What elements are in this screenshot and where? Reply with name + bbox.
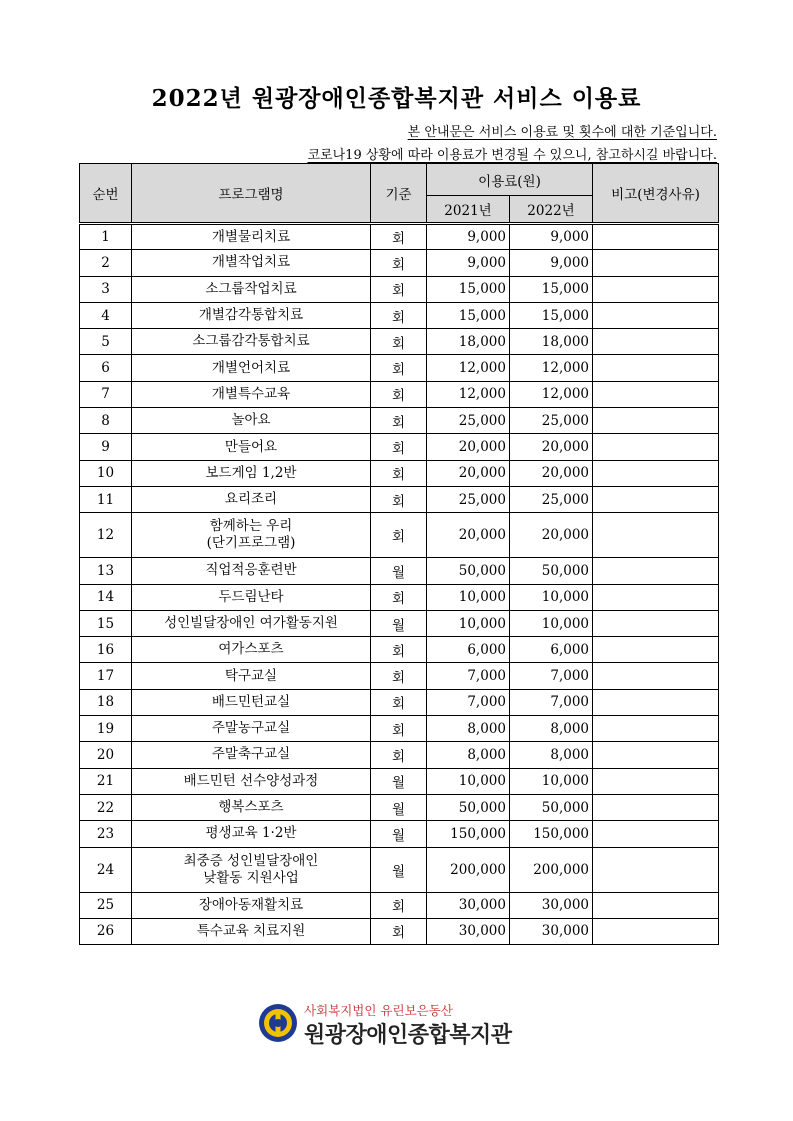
remark [593,434,719,460]
program-name: 소그룹작업치료 [132,276,371,302]
remark [593,302,719,328]
fee-2021: 20,000 [427,460,510,486]
remark [593,584,719,610]
row-number: 11 [80,486,132,512]
row-number: 6 [80,355,132,381]
fee-basis: 월 [371,610,427,636]
remark [593,329,719,355]
fee-2022: 9,000 [510,224,593,250]
fee-basis: 회 [371,716,427,742]
table-row [80,224,719,250]
fee-2022: 150,000 [510,821,593,847]
row-number: 3 [80,276,132,302]
fee-basis: 회 [371,276,427,302]
fee-2021: 9,000 [427,224,510,250]
row-number: 16 [80,637,132,663]
program-name: 장애아동재활치료 [132,892,371,918]
fee-basis: 회 [371,892,427,918]
fee-2022: 6,000 [510,637,593,663]
fee-2021: 15,000 [427,302,510,328]
row-number: 4 [80,302,132,328]
remark [593,918,719,944]
row-number: 2 [80,250,132,276]
table-row [80,381,719,407]
row-number: 15 [80,610,132,636]
remark [593,768,719,794]
table-row [80,329,719,355]
program-name: 개별특수교육 [132,381,371,407]
remark [593,892,719,918]
organization-logo [258,1000,518,1052]
remark [593,250,719,276]
program-name: 두드림난타 [132,584,371,610]
program-name: 행복스포츠 [132,794,371,820]
table-row [80,794,719,820]
fee-2021: 9,000 [427,250,510,276]
fee-2022: 25,000 [510,408,593,434]
fee-2021: 18,000 [427,329,510,355]
fee-2022: 200,000 [510,847,593,892]
fee-basis: 회 [371,918,427,944]
fee-2022: 12,000 [510,381,593,407]
table-row [80,355,719,381]
fee-basis: 회 [371,224,427,250]
table-row [80,276,719,302]
fee-basis: 회 [371,302,427,328]
fee-2022: 50,000 [510,794,593,820]
fee-2022: 10,000 [510,610,593,636]
fee-2022: 15,000 [510,276,593,302]
table-row [80,637,719,663]
row-number: 7 [80,381,132,407]
row-number: 25 [80,892,132,918]
fee-table [79,163,719,945]
fee-2021: 7,000 [427,689,510,715]
program-name: 요리조리 [132,486,371,512]
table-row [80,408,719,434]
fee-2021: 12,000 [427,381,510,407]
remark [593,821,719,847]
fee-2022: 30,000 [510,892,593,918]
row-number: 13 [80,558,132,584]
fee-basis: 회 [371,637,427,663]
fee-2022: 18,000 [510,329,593,355]
table-row [80,918,719,944]
fee-basis: 회 [371,250,427,276]
table-row [80,847,719,892]
row-number: 8 [80,408,132,434]
remark [593,408,719,434]
table-row [80,821,719,847]
remark [593,637,719,663]
remark [593,486,719,512]
logo-name: 원광장애인종합복지관 [304,1023,512,1048]
row-number: 17 [80,663,132,689]
header-2021: 2021년 [427,196,510,224]
program-name: 탁구교실 [132,663,371,689]
table-row [80,434,719,460]
row-number: 19 [80,716,132,742]
table-row [80,250,719,276]
fee-2021: 10,000 [427,610,510,636]
fee-2022: 15,000 [510,302,593,328]
fee-2021: 20,000 [427,434,510,460]
table-row [80,663,719,689]
program-name [132,513,371,558]
header-fee: 이용료(원) [427,164,593,196]
remark [593,794,719,820]
remark [593,276,719,302]
logo-subtitle: 사회복지법인 유린보은동산 [304,1003,453,1018]
program-name: 주말축구교실 [132,742,371,768]
remark [593,558,719,584]
fee-2021: 6,000 [427,637,510,663]
fee-2022: 25,000 [510,486,593,512]
row-number: 10 [80,460,132,486]
table-row [80,302,719,328]
program-name: 특수교육 치료지원 [132,918,371,944]
remark [593,513,719,558]
fee-2022: 30,000 [510,918,593,944]
table-row [80,584,719,610]
row-number: 21 [80,768,132,794]
fee-basis: 월 [371,794,427,820]
row-number: 20 [80,742,132,768]
fee-basis: 회 [371,381,427,407]
fee-2021: 7,000 [427,663,510,689]
program-name: 성인빌달장애인 여가활동지원 [132,610,371,636]
remark [593,847,719,892]
program-name-line-2: (단기프로그램) [206,535,296,552]
header-no: 순번 [80,164,132,224]
fee-basis: 월 [371,847,427,892]
header-basis: 기준 [371,164,427,224]
header-remark: 비고(변경사유) [593,164,719,224]
remark [593,460,719,486]
fee-basis: 회 [371,663,427,689]
fee-2022: 8,000 [510,742,593,768]
row-number: 22 [80,794,132,820]
fee-basis: 회 [371,355,427,381]
fee-2022: 7,000 [510,663,593,689]
remark [593,224,719,250]
fee-basis: 회 [371,584,427,610]
table-row [80,716,719,742]
header-program: 프로그램명 [132,164,371,224]
fee-2021: 25,000 [427,408,510,434]
fee-2022: 20,000 [510,460,593,486]
program-name: 놀아요 [132,408,371,434]
emblem-icon [258,1003,298,1043]
fee-basis: 회 [371,460,427,486]
fee-table-body [80,224,719,945]
program-name-line-1: 함께하는 우리 [209,518,293,535]
fee-2021: 30,000 [427,892,510,918]
table-row [80,892,719,918]
program-name: 소그룹감각통합치료 [132,329,371,355]
fee-basis: 회 [371,486,427,512]
program-name: 직업적응훈련반 [132,558,371,584]
fee-basis: 월 [371,768,427,794]
fee-basis: 월 [371,821,427,847]
remark [593,689,719,715]
table-row [80,768,719,794]
page-title: 2022년 원광장애인종합복지관 서비스 이용료 [151,85,642,112]
fee-2022: 10,000 [510,768,593,794]
row-number: 9 [80,434,132,460]
remark [593,355,719,381]
program-name: 주말농구교실 [132,716,371,742]
fee-basis: 월 [371,558,427,584]
fee-basis: 회 [371,742,427,768]
table-row [80,460,719,486]
fee-2021: 20,000 [427,513,510,558]
fee-2022: 20,000 [510,513,593,558]
row-number: 23 [80,821,132,847]
fee-2022: 9,000 [510,250,593,276]
fee-2021: 10,000 [427,768,510,794]
fee-2022: 8,000 [510,716,593,742]
fee-basis: 회 [371,329,427,355]
fee-basis: 회 [371,434,427,460]
program-name: 개별언어치료 [132,355,371,381]
fee-2021: 50,000 [427,794,510,820]
fee-2021: 8,000 [427,716,510,742]
notice-line-1: 본 안내문은 서비스 이용료 및 횟수에 대한 기준입니다. [407,125,717,140]
table-row [80,486,719,512]
notice-line-2: 코로나19 상황에 따라 이용료가 변경될 수 있으니, 참고하시길 바랍니다. [307,148,717,163]
fee-basis: 회 [371,513,427,558]
program-name: 만들어요 [132,434,371,460]
table-row [80,513,719,558]
program-name-line-2: 낮활동 지원사업 [203,869,299,886]
row-number: 18 [80,689,132,715]
program-name: 개별감각통합치료 [132,302,371,328]
row-number: 14 [80,584,132,610]
row-number: 26 [80,918,132,944]
remark [593,663,719,689]
remark [593,716,719,742]
fee-2021: 50,000 [427,558,510,584]
fee-basis: 회 [371,689,427,715]
fee-2022: 10,000 [510,584,593,610]
fee-2021: 200,000 [427,847,510,892]
header-2022: 2022년 [510,196,593,224]
fee-2021: 30,000 [427,918,510,944]
fee-2021: 150,000 [427,821,510,847]
remark [593,742,719,768]
fee-2021: 8,000 [427,742,510,768]
fee-2021: 25,000 [427,486,510,512]
program-name: 배드민턴교실 [132,689,371,715]
table-row [80,689,719,715]
program-name: 여가스포츠 [132,637,371,663]
fee-2022: 20,000 [510,434,593,460]
row-number: 24 [80,847,132,892]
program-name: 평생교육 1·2반 [132,821,371,847]
table-row [80,558,719,584]
table-row [80,610,719,636]
program-name-line-1: 최중증 성인빌달장애인 [183,852,319,869]
program-name: 개별작업치료 [132,250,371,276]
fee-2022: 12,000 [510,355,593,381]
program-name [132,847,371,892]
program-name: 보드게임 1,2반 [132,460,371,486]
program-name: 개별물리치료 [132,224,371,250]
remark [593,610,719,636]
remark [593,381,719,407]
fee-2022: 7,000 [510,689,593,715]
row-number: 1 [80,224,132,250]
row-number: 12 [80,513,132,558]
table-row [80,742,719,768]
fee-2021: 10,000 [427,584,510,610]
fee-2021: 12,000 [427,355,510,381]
fee-2022: 50,000 [510,558,593,584]
row-number: 5 [80,329,132,355]
program-name: 배드민턴 선수양성과정 [132,768,371,794]
fee-basis: 회 [371,408,427,434]
fee-2021: 15,000 [427,276,510,302]
